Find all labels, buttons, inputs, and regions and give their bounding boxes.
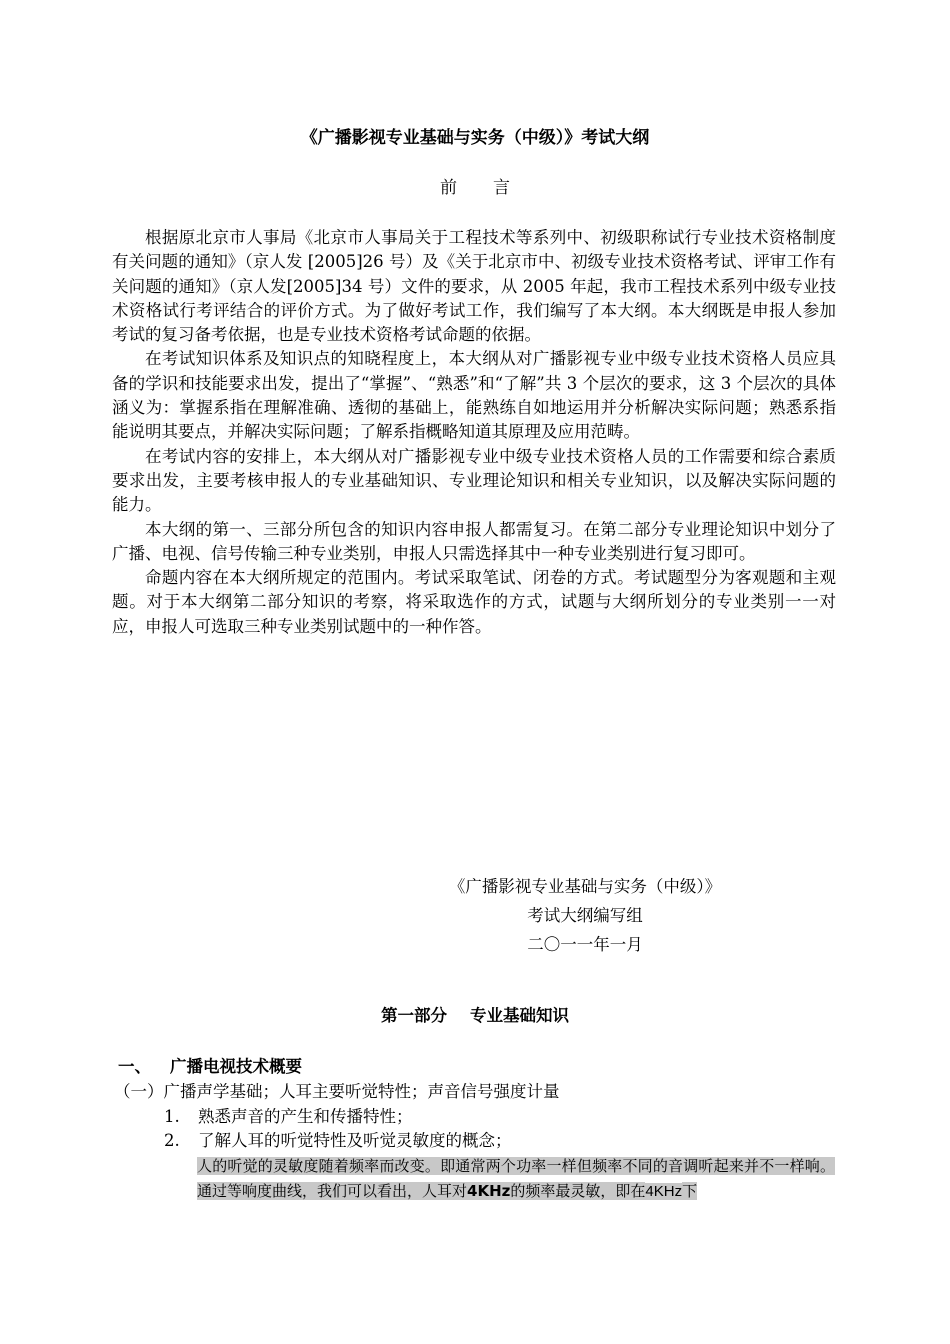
highlighted-passage	[197, 1154, 835, 1204]
preface-heading-char-1: 前	[440, 178, 457, 198]
preface-paragraph: 根据原北京市人事局《北京市人事局关于工程技术等系列中、初级职称试行专业技术资格制度有关问题的通知》（京人发 [2005]26 号）及《关于北京市中、初级专业技术资格考试、评审工作有关问题的通知》（京人发[2005]34 号）文件的要求，从 2005 年起，我市工程技术系列中级专业技术资格试行考评结合的评价方式。为了做好考试工作，我们编写了本大纲。本大纲既是申报人参加考试的复习备考依据，也是专业技术资格考试命题的依据。	[112, 228, 836, 345]
highlight-text: 的频率最灵敏，即在	[510, 1181, 646, 1200]
document-title: 《广播影视专业基础与实务（中级）》考试大纲	[300, 128, 650, 148]
preface-heading	[0, 176, 950, 200]
highlight-text: 人的听觉的灵敏度随着频率而改变。即通常两个功率一样但频率不同的音调听起来并不一样响。通过等响度曲线，我们可以看出，人耳对	[197, 1157, 835, 1200]
signature-date: 二〇一一年一月	[527, 935, 643, 954]
signature-group: 考试大纲编写组	[527, 906, 643, 925]
list-item-number: 2.	[164, 1131, 180, 1150]
section-number: 一、	[118, 1057, 151, 1076]
highlight-bold-term: 4KHz	[467, 1181, 511, 1200]
highlight-text: 下	[682, 1181, 698, 1200]
section-heading	[118, 1055, 302, 1079]
signature-block	[420, 872, 750, 959]
preface-heading-char-2: 言	[493, 178, 510, 198]
preface-paragraph: 本大纲的第一、三部分所包含的知识内容申报人都需复习。在第二部分专业理论知识中划分了广播、电视、信号传输三种专业类别，申报人只需选择其中一种专业类别进行复习即可。	[112, 519, 836, 563]
preface-paragraph: 在考试内容的安排上，本大纲从对广播影视专业中级专业技术资格人员的工作需要和综合素质要求出发，主要考核申报人的专业基础知识、专业理论知识和相关专业知识，以及解决实际问题的能力。	[112, 446, 836, 515]
list-item-number: 1.	[164, 1107, 180, 1126]
list-item-text: 熟悉声音的产生和传播特性；	[198, 1107, 413, 1126]
part-title: 第一部分 专业基础知识	[381, 1006, 569, 1025]
preface-paragraph: 在考试知识体系及知识点的知晓程度上，本大纲从对广播影视专业中级专业技术资格人员应具备的学识和技能要求出发，提出了“掌握”、“熟悉”和“了解”共 3 个层次的要求，这 3 个层次的具体涵义为：掌握系指在理解准确、透彻的基础上，能熟练自如地运用并分析解决实际问题；熟悉系指能说明其要点，并解决实际问题；了解系指概略知道其原理及应用范畴。	[112, 349, 836, 442]
list-item	[164, 1105, 413, 1129]
section-title: 广播电视技术概要	[170, 1057, 302, 1076]
list-item-text: 了解人耳的听觉特性及听觉灵敏度的概念；	[198, 1131, 512, 1150]
subsection-heading: （一）广播声学基础；人耳主要听觉特性；声音信号强度计量	[114, 1082, 560, 1101]
preface-body	[112, 226, 836, 639]
list-item	[164, 1129, 512, 1153]
signature-book-title: 《广播影视专业基础与实务（中级）》	[448, 877, 722, 896]
highlight-term: 4KHz	[645, 1182, 683, 1200]
preface-paragraph: 命题内容在本大纲所规定的范围内。考试采取笔试、闭卷的方式。考试题型分为客观题和主观题。对于本大纲第二部分知识的考察，将采取选作的方式，试题与大纲所划分的专业类别一一对应，申报人可选取三种专业类别试题中的一种作答。	[112, 568, 836, 636]
